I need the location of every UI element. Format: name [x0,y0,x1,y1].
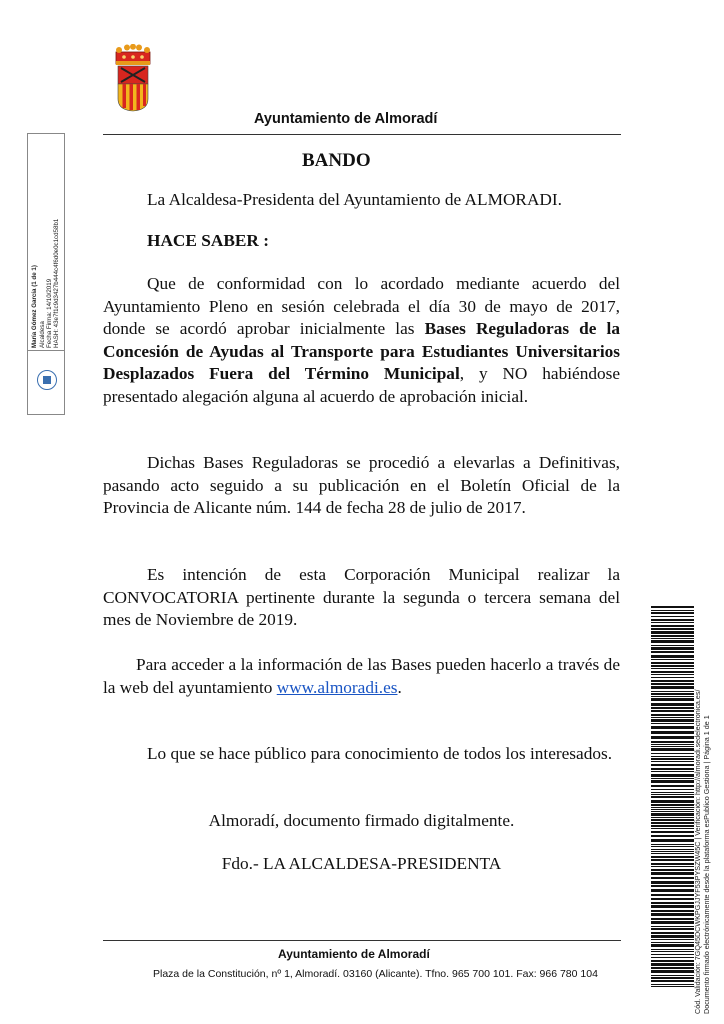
barcode-bar [651,707,694,709]
barcode-bar [651,622,694,623]
barcode-bar [651,640,694,643]
barcode-bar [651,831,694,833]
barcode-bar [651,844,694,845]
barcode-bar [651,753,694,754]
barcode-bar [651,674,694,675]
barcode-bar [651,967,694,969]
barcode-bar [651,638,694,639]
barcode-bar [651,881,694,884]
p4-text-a: Para acceder a la información de las Bases pueden hacerlo a través de la web del ayuntamiento [103,655,620,697]
barcode-bar [651,616,694,617]
barcode-bar [651,619,694,621]
signer-role: Alcaldesa [39,321,46,348]
barcode-bar [651,980,694,982]
barcode-bar [651,957,694,958]
validation-platform-text: Documento firmado electrónicamente desde la plataforma esPublico Gestiona | Página 1 de 1 [702,715,711,1014]
barcode-bar [651,758,694,760]
barcode-bar [651,796,694,798]
barcode-bar [651,828,694,829]
barcode-bar [651,768,694,770]
barcode-bar [651,647,694,650]
barcode-bar [651,963,694,966]
barcode-bar [651,741,694,743]
p4-text-b: . [397,677,402,697]
barcode-bar [651,853,694,854]
barcode-bar [651,905,694,908]
barcode-bar [651,944,694,947]
website-link[interactable]: www.almoradi.es [276,677,398,697]
signature-date: Fecha Firma: 14/10/2019 [46,278,53,348]
barcode-bar [651,651,694,653]
place-line: Almoradí, documento firmado digitalmente. [208,811,515,830]
barcode-bar [651,849,694,850]
paragraph-5 [103,743,620,766]
barcode-bar [651,889,694,892]
barcode-bar [651,703,694,706]
barcode-bar [651,668,694,669]
p1-bold-text: Bases Reguladoras de la Concesión de Ayudas al Transporte para Estudiantes Universitarios Desplazados Fuera del Término Municipal [103,319,620,384]
barcode-bar [651,894,694,896]
p2-text: Dichas Bases Reguladoras se procedió a elevarlas a Definitivas, pasando acto seguido a su publicación en el Boletín Oficial de la Provincia de Alicante núm. 144 de fecha 28 de julio de 2017. [103,453,620,518]
barcode-bar [651,789,694,790]
barcode-bar [651,726,694,729]
signer-name: María Gómez García (1 de 1) [31,265,38,348]
barcode-bar [651,851,694,852]
barcode-bar [651,691,694,692]
barcode-bar [651,809,694,810]
validation-code-text: Cód. Validación: 7GQ45DCWKPGJJYF53PYSZW45C | Verificación: http://almoradi.sedelectronica.es/ [693,689,702,1014]
barcode-bar [651,719,694,722]
barcode-bar [651,817,694,818]
barcode-bar [651,659,694,660]
barcode-bar [651,986,694,987]
signature-hash: HASH: 43e7f1c9d3427b444c4f6d0e0c1cd58b1 [53,218,60,348]
barcode-bar [651,746,694,747]
barcode-bar [651,898,694,900]
barcode-bar [651,693,694,695]
barcode-bar [651,723,694,724]
p3-text: Es intención de esta Corporación Municipal realizar la CONVOCATORIA pertinente durante la segunda o tercera semana del mes de Noviembre de 2019. [103,565,620,630]
barcode-bar [651,910,694,912]
barcode-bar [651,951,694,952]
barcode-bar [651,942,694,943]
barcode-bar [651,928,694,930]
barcode-bar [651,780,694,783]
barcode-bar [651,761,694,762]
barcode-bar [651,748,694,751]
barcode-bar [651,960,694,962]
barcode-bar [651,954,694,955]
barcode-bar [651,698,694,701]
hace-saber-text: HACE SABER : [147,231,269,250]
barcode-bar [651,813,694,816]
barcode-bar [651,856,694,858]
barcode-bar [651,877,694,879]
barcode-bar [651,665,694,667]
barcode-bar [651,846,694,847]
stamp-divider [28,350,64,351]
barcode-bar [651,717,694,718]
barcode-bar [651,714,694,716]
barcode-bar [651,939,694,940]
barcode-bar [651,606,694,608]
barcode-bar [651,949,694,950]
barcode-bar [651,756,694,757]
barcode-bar [651,975,694,976]
p5-text: Lo que se hace público para conocimiento de todos los interesados. [147,744,613,763]
barcode-bar [651,645,694,646]
barcode-bar [651,792,694,793]
barcode-bar [651,612,694,614]
barcode-bar [651,778,694,779]
barcode-bar [651,835,694,837]
barcode-bar [651,807,694,808]
barcode-bar [651,785,694,787]
barcode-bar [651,683,694,685]
barcode-bar [651,655,694,658]
barcode-bar [651,913,694,916]
barcode-bar [651,635,694,637]
barcode-bar [651,825,694,827]
seal-icon [37,370,57,390]
barcode-bar [651,984,694,985]
barcode-bar [651,869,694,871]
barcode-bar [651,866,694,867]
paragraph-2 [103,452,620,520]
barcode-bar [651,625,694,627]
barcode-bar [651,970,694,973]
barcode-bar [651,610,694,611]
barcode-bar [651,764,694,766]
paragraph-4 [103,654,620,699]
p1-text-b: , y NO habiéndose presentado alegación alguna al acuerdo de aprobación inicial. [103,364,621,406]
barcode-bar [651,918,694,920]
barcode-bar [651,885,694,887]
barcode-bar [651,811,694,812]
barcode-bar [651,628,694,630]
intro-paragraph [103,189,620,212]
intro-text: La Alcaldesa-Presidenta del Ayuntamiento de ALMORADI. [147,190,562,209]
barcode-bar [651,902,694,904]
paragraph-3 [103,564,620,632]
barcode-bar [651,804,694,806]
p1-text-a: Que de conformidad con lo acordado mediante acuerdo del Ayuntamiento Pleno en sesión celebrada el día 30 de mayo de 2017, donde se acordó aprobar inicialmente las [103,274,620,339]
barcode-bar [651,863,694,865]
signature-line: Fdo.- LA ALCALDESA-PRESIDENTA [221,854,502,873]
barcode-bar [651,932,694,934]
paragraph-1 [103,273,620,409]
barcode-bar [651,921,694,924]
footer-divider [103,940,621,941]
barcode-bar [651,662,694,664]
barcode-bar [651,677,694,678]
barcode-bar [651,926,694,927]
barcode-bar [651,771,694,772]
barcode-bar [651,819,694,821]
barcode-bar [651,686,694,689]
coat-of-arms-logo [113,44,153,112]
barcode-bar [651,800,694,803]
hace-saber-heading [103,230,620,253]
barcode-bar [651,822,694,824]
header-divider [103,134,621,135]
barcode-bar [651,774,694,777]
validation-barcode [651,606,694,988]
signature-stamp [27,133,65,415]
barcode-bar [651,731,694,734]
barcode-bar [651,744,694,745]
barcode-bar [651,671,694,673]
barcode-bar [651,859,694,861]
barcode-bar [651,977,694,979]
barcode-bar [651,696,694,697]
barcode-bar [651,872,694,875]
barcode-bar [651,710,694,712]
barcode-bar [651,794,694,795]
barcode-bar [651,935,694,938]
barcode-bar [651,680,694,682]
barcode-bar [651,736,694,739]
barcode-bar [651,839,694,842]
barcode-bar [651,631,694,634]
